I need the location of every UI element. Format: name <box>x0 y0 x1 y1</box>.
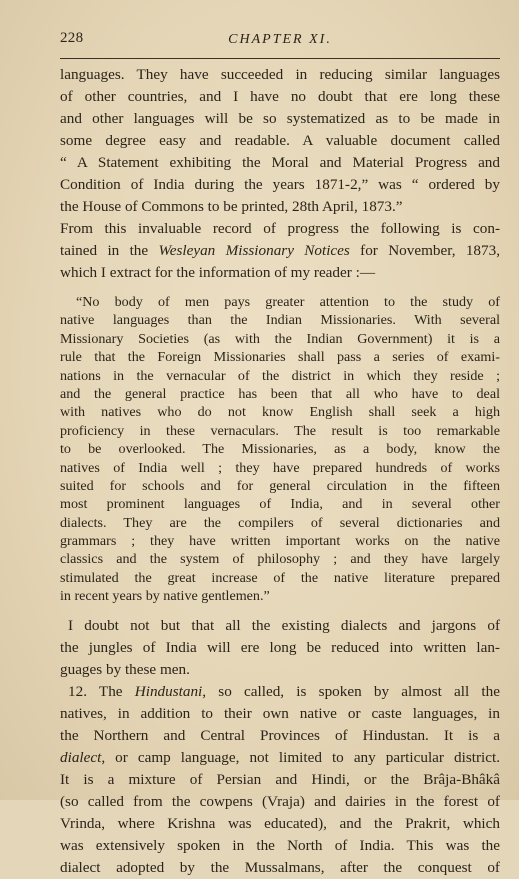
page-number: 228 <box>60 30 84 46</box>
block-quote <box>60 293 500 606</box>
running-head <box>60 30 500 52</box>
text-line: I doubt not but that all the existing dialects and jargons of <box>68 616 500 634</box>
quote-line: natives of India well ; they have prepared hundreds of works <box>60 459 500 476</box>
text-line: Vrinda, where Krishna was educated), and the Prakrit, which <box>60 814 500 832</box>
text-line: of other countries, and I have no doubt that ere long these <box>60 88 500 105</box>
header-rule <box>60 58 500 59</box>
body-text <box>60 64 500 879</box>
quote-line: suited for schools and for general circulation in the fifteen <box>60 477 500 494</box>
quote-line: classics and the system of philosophy ; and they have largely <box>60 551 500 568</box>
quote-line: proficiency in these vernaculars. The result is too remarkable <box>60 422 500 439</box>
text-line: From this invaluable record of progress the following is con- <box>60 220 500 237</box>
quote-line: grammars ; they have written important works on the native <box>60 533 500 550</box>
text-fragment: , so called, is spoken by almost all the <box>202 682 500 700</box>
text-line: It is a mixture of Persian and Hindi, or the Brâja-Bhâkâ <box>60 770 500 788</box>
text-line: Condition of India during the years 1871-2,” was “ ordered by <box>60 176 500 193</box>
text-line: “ A Statement exhibiting the Moral and Material Progress and <box>60 154 500 171</box>
paragraph-hindustani <box>60 681 500 879</box>
text-line: dialect adopted by the Mussalmans, after the conquest of <box>60 858 500 876</box>
paragraph-doubt <box>60 615 500 681</box>
text-line: (so called from the cowpens (Vraja) and dairies in the forest of <box>60 792 500 810</box>
text-fragment: tained in the <box>60 242 159 259</box>
quote-line: rule that the Foreign Missionaries shall pass a series of exami- <box>60 349 500 366</box>
text-fragment: , or camp language, not limited to any particular district. <box>101 748 500 766</box>
text-line: some degree easy and readable. A valuable document called <box>60 132 500 149</box>
text-line: guages by these men. <box>60 660 190 678</box>
publication-title: Wesleyan Missionary Notices <box>158 242 350 259</box>
quote-line: stimulated the great increase of the native literature prepared <box>60 569 500 586</box>
text-line: and other languages will be so systematized as to be made in <box>60 110 500 127</box>
quote-line: dialects. They are the compilers of several dictionaries and <box>60 514 500 531</box>
quote-line: to be overlooked. The Missionaries, as a body, know the <box>60 441 500 458</box>
quote-line: and the general practice has been that all who have to deal <box>60 385 500 402</box>
italic-term: dialect <box>60 748 102 766</box>
italic-term: Hindustani <box>134 682 203 700</box>
text-line: languages. They have succeeded in reducing similar languages <box>60 66 500 83</box>
quote-line: Missionary Societies (as with the Indian Government) it is a <box>60 330 500 347</box>
text-fragment: for November, 1873, <box>349 242 500 259</box>
quote-line: nations in the vernacular of the district in which they reside ; <box>60 367 500 384</box>
quote-line: native languages than the Indian Missionaries. With several <box>60 312 500 329</box>
quote-line: in recent years by native gentlemen.” <box>60 588 270 605</box>
chapter-title: CHAPTER XI. <box>228 32 332 47</box>
text-line-with-term <box>60 681 500 703</box>
text-line-with-title <box>60 240 500 262</box>
quote-line: with natives who do not know English shall seek a high <box>60 404 500 421</box>
text-line: the Northern and Central Provinces of Hindustan. It is a <box>60 726 500 744</box>
quote-line: “No body of men pays greater attention to the study of <box>76 294 500 310</box>
quote-line: most prominent languages of India, and in several other <box>60 496 500 513</box>
text-line: the jungles of India will ere long be reduced into written lan- <box>60 638 500 656</box>
paragraph-intro <box>60 64 500 284</box>
text-line: which I extract for the information of my reader :— <box>60 264 376 281</box>
text-line: natives, in addition to their own native or caste languages, in <box>60 704 500 722</box>
text-fragment: 12. The <box>68 682 135 700</box>
text-line: was extensively spoken in the North of India. This was the <box>60 836 500 854</box>
text-line-with-term <box>60 747 500 769</box>
text-line: the House of Commons to be printed, 28th April, 1873.” <box>60 198 403 215</box>
